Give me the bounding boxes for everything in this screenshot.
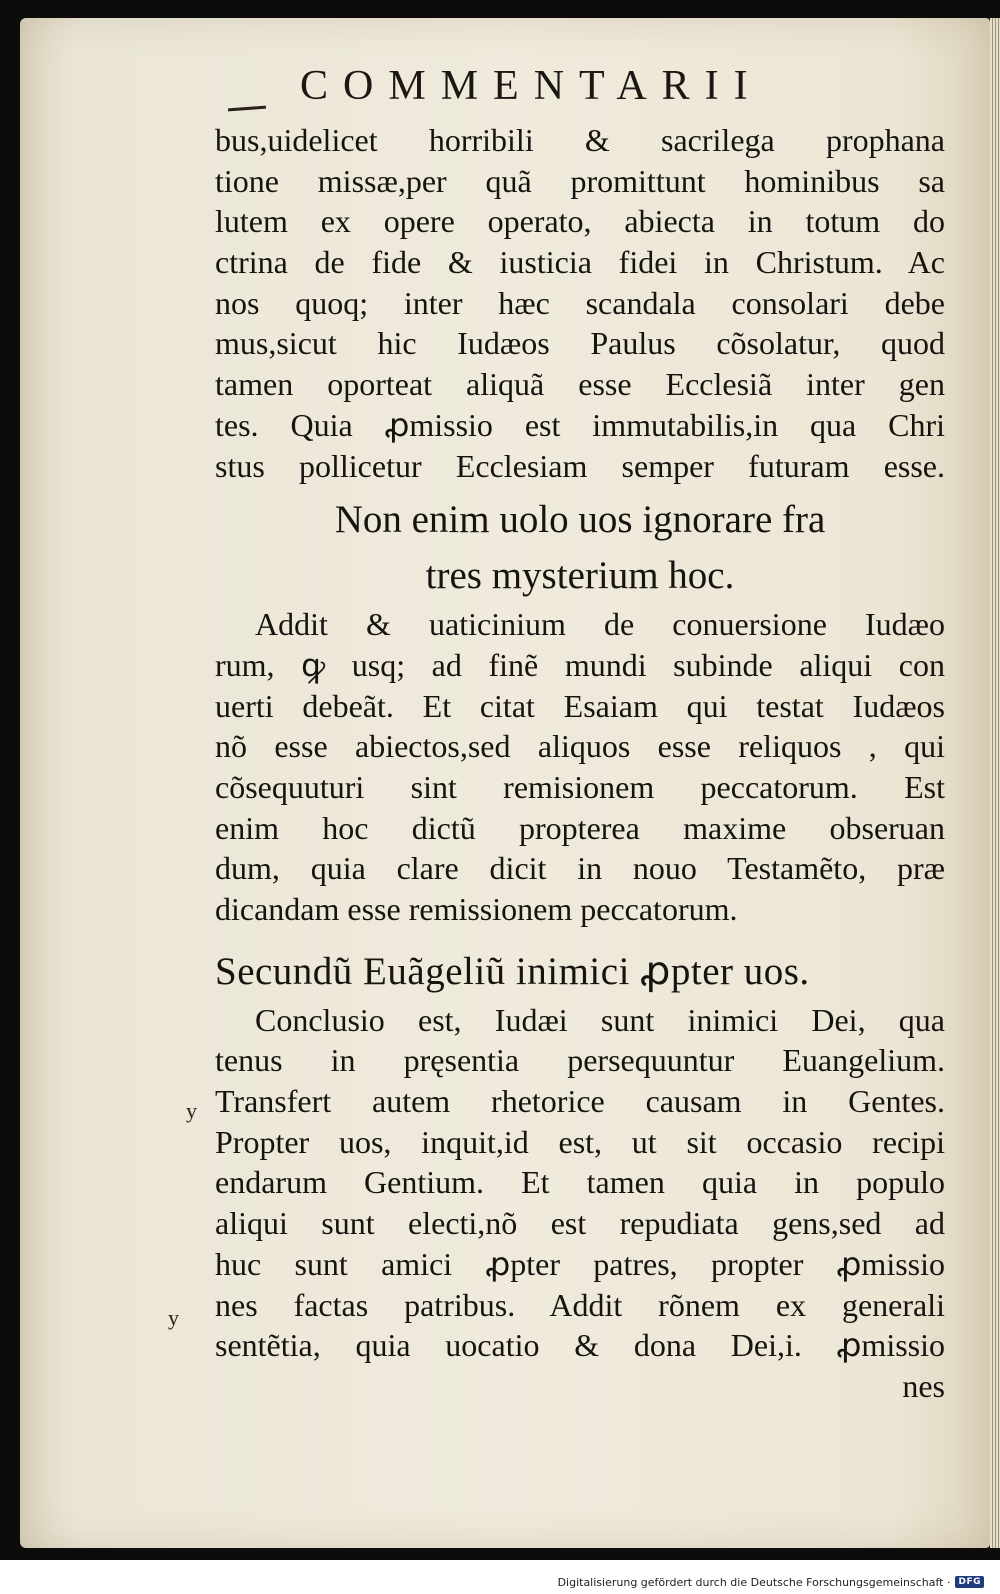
catchword: nes [902, 1367, 945, 1404]
text-line: tenus in pręsentia persequuntur Euangelium. [215, 1042, 945, 1079]
text-line: dicandam esse remissionem peccatorum. [215, 891, 738, 927]
margin-note: y [186, 1098, 197, 1123]
page-fore-edge [990, 18, 1000, 1548]
text-line: tione missæ,per quã promittunt hominibus sa [215, 162, 945, 199]
text-line: cõsequuturi sint remisionem peccatorum. Est [215, 768, 945, 805]
text-line: bus,uidelicet horribili & sacrilega prophana [215, 122, 945, 158]
text-line: stus pollicetur Ecclesiam semper futuram esse. [215, 447, 945, 484]
running-head: COMMENTARII [300, 63, 763, 109]
section-heading: tres mysterium hoc. [425, 554, 735, 598]
text-line: ctrina de fide & iusticia fidei in Christum. Ac [215, 244, 945, 281]
text-line: nõ esse abiectos,sed aliquos esse reliquos , qui [215, 728, 945, 765]
dfg-logo: DFG [955, 1576, 984, 1588]
margin-note: y [168, 1305, 179, 1330]
text-line: sentẽtia, quia uocatio & dona Dei,i. ꝓmissio [215, 1327, 945, 1364]
text-line: nos quoq; inter hæc scandala consolari debe [215, 284, 945, 321]
footer-text: Digitalisierung gefördert durch die Deutsche Forschungsgemeinschaft · [557, 1575, 951, 1589]
section-heading: Secundũ Euãgeliũ inimici ꝓpter uos. [215, 949, 810, 993]
text-line: uerti debeãt. Et citat Esaiam qui testat Iudæos [215, 687, 945, 724]
text-line: rum, ꝙ usq; ad finẽ mundi subinde aliqui con [215, 646, 945, 683]
text-line: Addit & uaticinium de conuersione Iudæo [255, 606, 945, 643]
text-line: mus,sicut hic Iudæos Paulus cõsolatur, quod [215, 325, 945, 362]
text-line: enim hoc dictũ propterea maxime obseruan [215, 809, 945, 846]
text-line: Propter uos, inquit,id est, ut sit occasio recipi [215, 1123, 945, 1160]
text-line: aliqui sunt electi,nõ est repudiata gens,sed ad [215, 1205, 945, 1242]
text-line: Conclusio est, Iudæi sunt inimici Dei, qua [255, 1001, 945, 1038]
spacer [215, 930, 945, 944]
footer [558, 1573, 984, 1591]
text-line: tes. Quia ꝓmissio est immutabilis,in qua Chri [215, 406, 945, 443]
body-text [215, 120, 945, 1407]
text-line: huc sunt amici ꝓpter patres, propter ꝓmissio [215, 1245, 945, 1282]
text-line: tamen oporteat aliquã esse Ecclesiã inter gen [215, 366, 945, 403]
text-line: endarum Gentium. Et tamen quia in populo [215, 1164, 945, 1201]
text-line: lutem ex opere operato, abiecta in totum do [215, 203, 945, 240]
text-line: Transfert autem rhetorice causam in Gentes. [215, 1083, 945, 1120]
text-line: dum, quia clare dicit in nouo Testamẽto, præ [215, 850, 945, 887]
text-line: nes factas patribus. Addit rõnem ex generali [215, 1286, 945, 1323]
section-heading: Non enim uolo uos ignorare fra [334, 498, 826, 542]
